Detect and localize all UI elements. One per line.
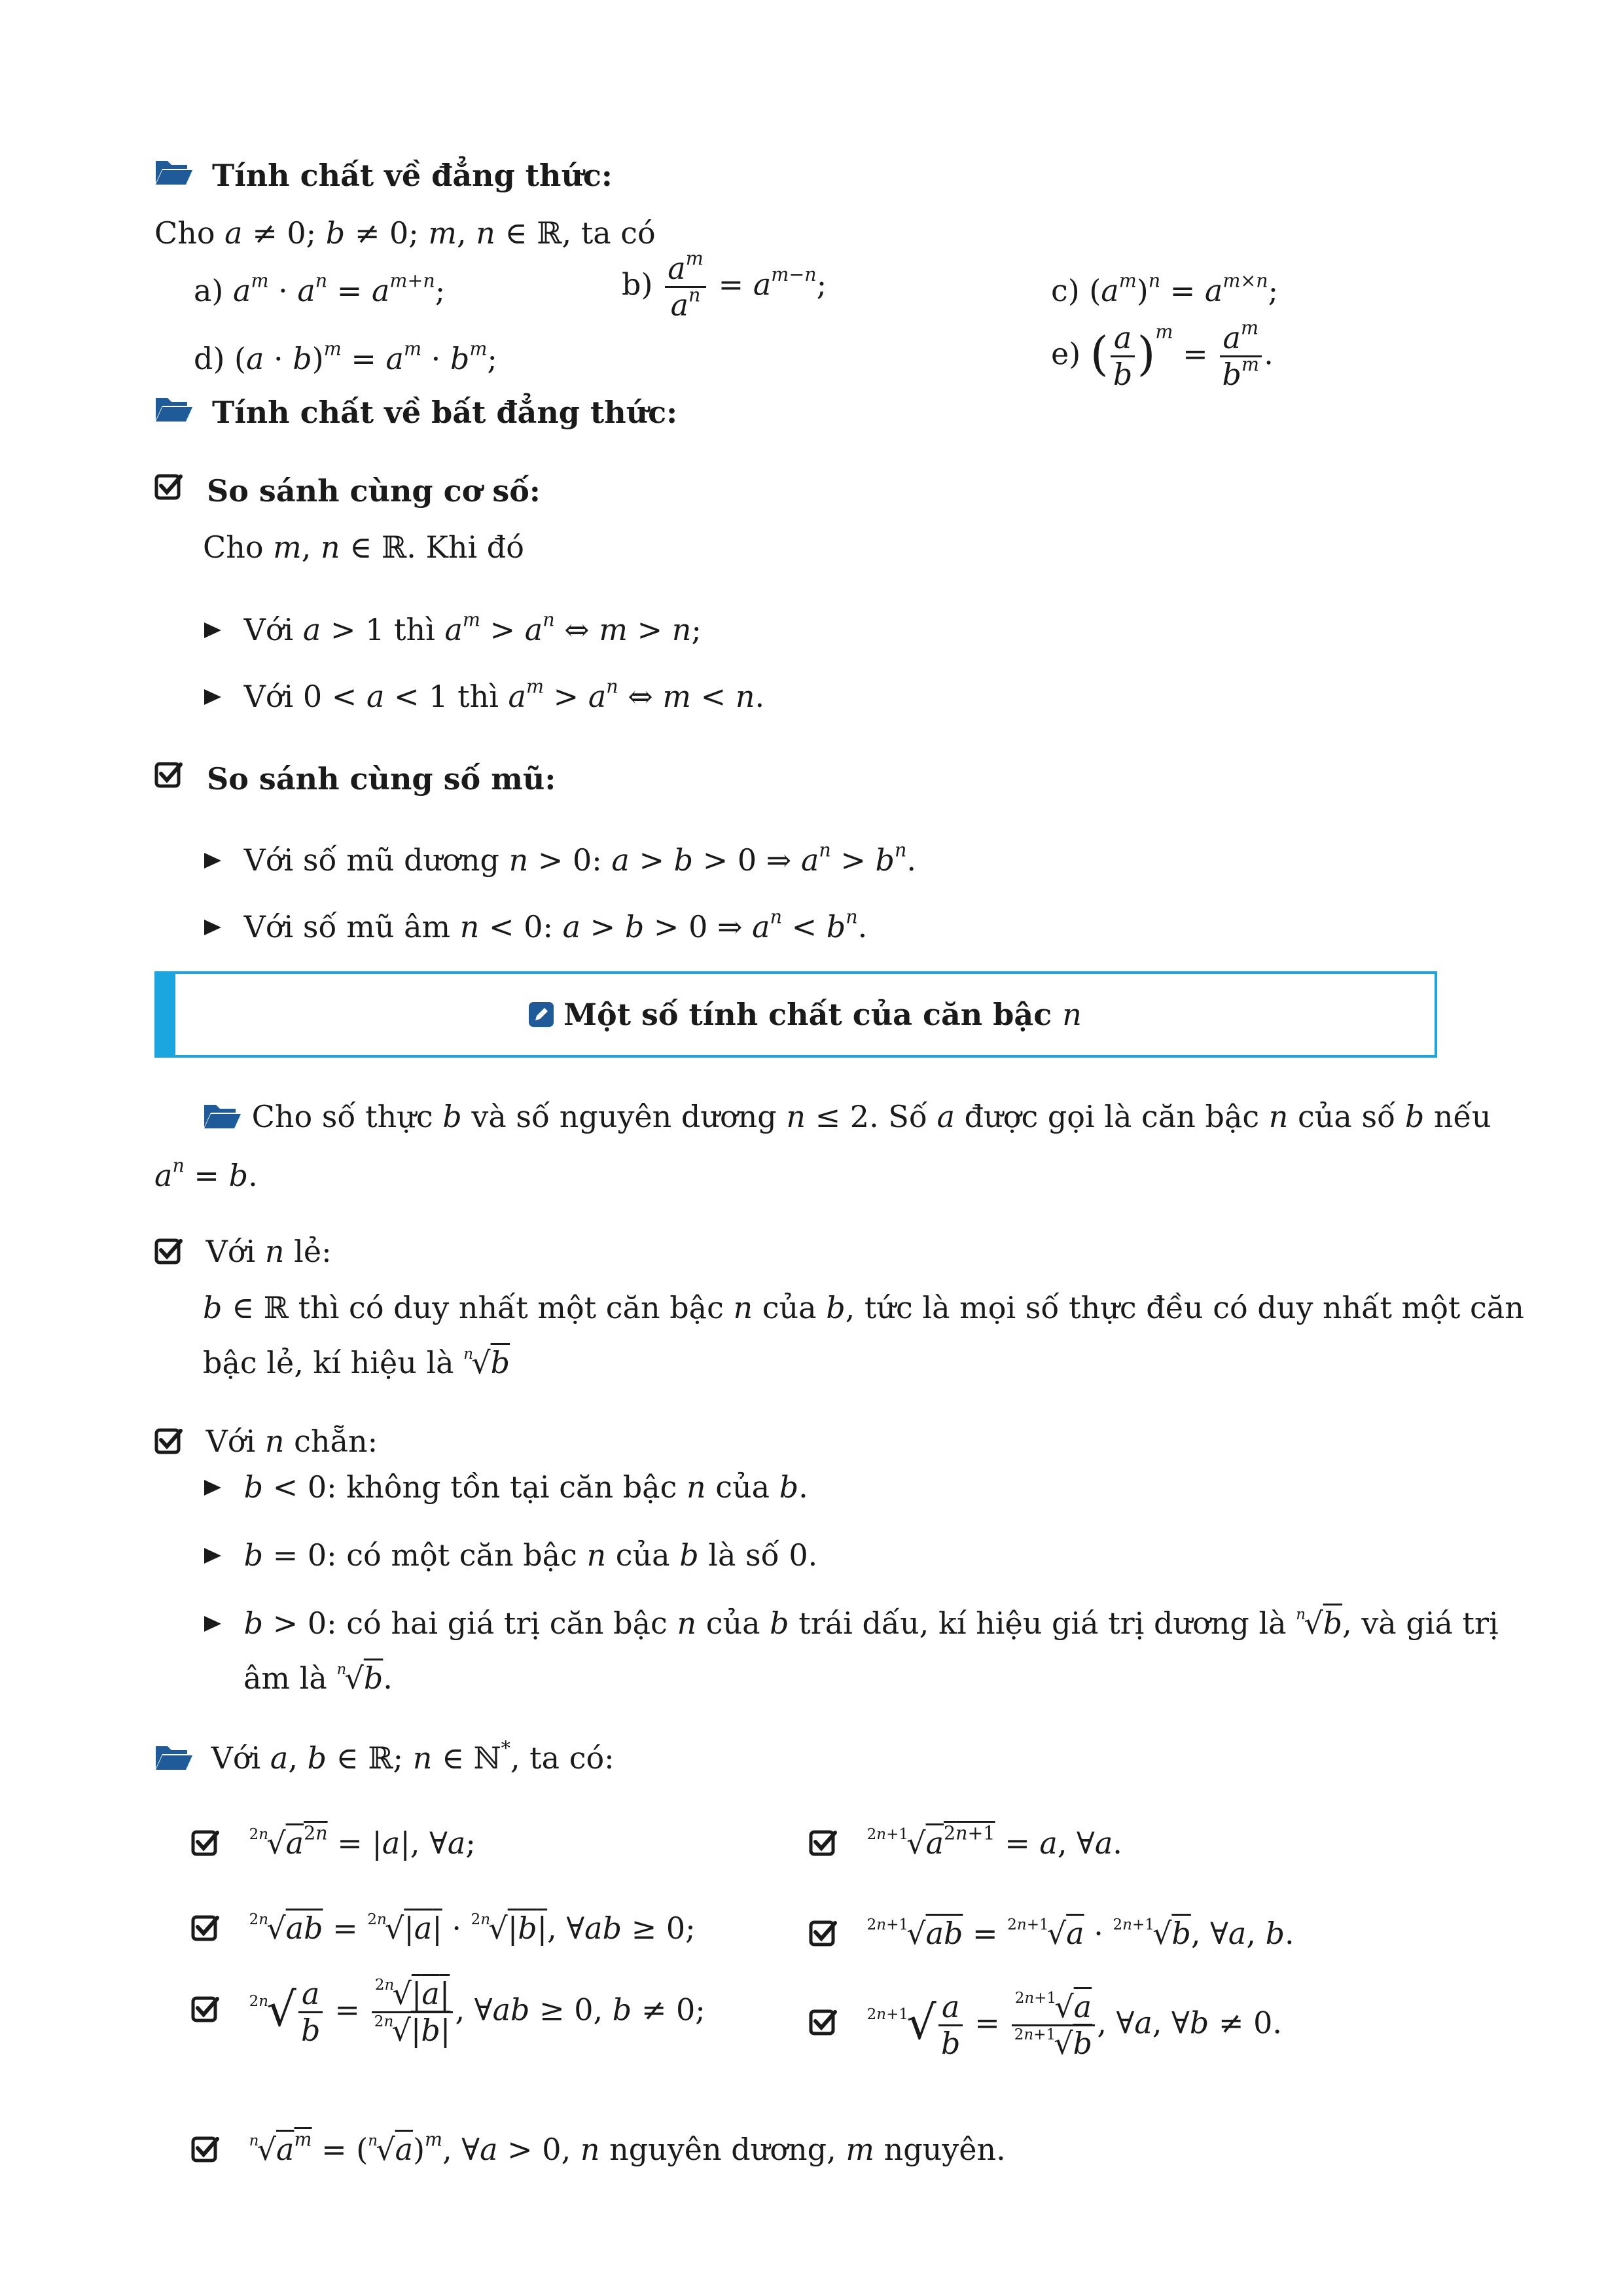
triangle-bullet-icon xyxy=(203,918,223,937)
formula-odd-quotient: $^{2n+1}$√ $\frac{a}{b}$ = $\frac{^{2n+1}√a}{^{2n+1}√b}$ , ∀a, ∀b ≠ 0. xyxy=(809,1990,1282,2061)
same-exp-item-2: Với số mũ âm n < 0: a > b > 0 ⇒ $a^n < b^n$. xyxy=(203,907,867,946)
equality-intro: Cho a ≠ 0; b ≠ 0; m, n ∈ ℝ, ta có xyxy=(154,215,656,251)
pen-square-icon xyxy=(528,1001,554,1028)
triangle-bullet-icon xyxy=(203,687,223,707)
formula-even-power: $^{2n}√a^{2n} = |a|$, ∀a; xyxy=(191,1823,476,1863)
triangle-bullet-icon xyxy=(203,1614,223,1634)
formula-even-product: $^{2n}$√ab = $^{2n}$√|a| · $^{2n}$√|b|, ∀ab ≥ 0; xyxy=(191,1909,696,1948)
check-square-icon xyxy=(154,473,183,501)
equality-heading xyxy=(154,156,613,195)
formula-odd-power: $^{2n+1}√a^{2n+1} = a$, ∀a. xyxy=(809,1823,1122,1863)
check-square-icon xyxy=(191,2135,220,2164)
folder-open-icon xyxy=(154,394,194,423)
triangle-bullet-icon xyxy=(203,620,223,640)
odd-line-2: bậc lẻ, kí hiệu là $^n$√b xyxy=(203,1345,510,1380)
rule-d: d) $(a \cdot b)^m = a^m \cdot b^m$; xyxy=(194,338,497,376)
check-square-icon xyxy=(809,2008,838,2037)
check-square-icon xyxy=(809,1919,838,1948)
even-item-2: b = 0: có một căn bậc n của b là số 0. xyxy=(203,1535,817,1575)
same-exp-item-1: Với số mũ dương n > 0: a > b > 0 ⇒ $a^n > b^n$. xyxy=(203,840,916,880)
inequality-title: Tính chất về bất đẳng thức: xyxy=(212,395,678,430)
even-item-3: b > 0: có hai giá trị căn bậc n của b trái dấu, kí hiệu giá trị dương là $^n$√b, và giá trị xyxy=(203,1604,1499,1643)
same-base-title: So sánh cùng cơ số: xyxy=(207,473,541,509)
rule-a: a) $a^m \cdot a^n = a^{m+n}$; xyxy=(194,270,446,308)
same-exp-heading xyxy=(154,759,556,798)
box-title: Một số tính chất của căn bậc n xyxy=(528,995,1082,1034)
check-square-icon xyxy=(191,1914,220,1943)
triangle-bullet-icon xyxy=(203,1478,223,1498)
general-heading: Với a, b ∈ ℝ; n ∈ ℕ*, ta có: xyxy=(154,1738,615,1778)
triangle-bullet-icon xyxy=(203,1546,223,1566)
same-base-heading xyxy=(154,471,541,511)
folder-open-icon xyxy=(154,157,194,186)
even-item-3-cont: âm là $^n$√b. xyxy=(243,1660,393,1696)
same-base-item-1: Với a > 1 thì $a^m > a^n$ ⇔ m > n; xyxy=(203,610,702,649)
folder-open-icon xyxy=(154,1742,194,1771)
odd-heading: Với n lẻ: xyxy=(154,1232,332,1271)
equality-title: Tính chất về đẳng thức: xyxy=(212,158,613,193)
check-square-icon xyxy=(191,1829,220,1857)
rule-b: b) $\frac{a^m}{a^n}$ = $a^{m-n}$; xyxy=(622,247,827,323)
same-base-item-2: Với 0 < a < 1 thì $a^m > a^n$ ⇔ m < n. xyxy=(203,677,764,716)
triangle-bullet-icon xyxy=(203,851,223,870)
check-square-icon xyxy=(809,1829,838,1857)
check-square-icon xyxy=(154,761,183,789)
even-item-1: b < 0: không tồn tại căn bậc n của b. xyxy=(203,1467,808,1507)
formula-odd-product: $^{2n+1}$√ab = $^{2n+1}$√a · $^{2n+1}$√b, ∀a, b. xyxy=(809,1914,1294,1953)
rule-e: e) ( $\frac{a}{b}$ )$^m$ = $\frac{a^m}{b^m}$ . xyxy=(1051,317,1274,392)
definition-line-2: $a^n = b$. xyxy=(154,1155,258,1193)
same-base-intro: Cho m, n ∈ ℝ. Khi đó xyxy=(203,529,524,565)
check-square-icon xyxy=(154,1237,183,1266)
rule-c: c) $(a^m)^n = a^{m\times n}$; xyxy=(1051,270,1279,308)
check-square-icon xyxy=(191,1995,220,2024)
formula-even-quotient: $^{2n}$√ $\frac{a}{b}$ = $\frac{^{2n}√|a|}{^{2n}√|b|}$ , ∀ab ≥ 0, b ≠ 0; xyxy=(191,1977,705,2048)
even-heading: Với n chẵn: xyxy=(154,1422,378,1461)
formula-power-of-root: $^n√a^m = (^n√a)^m$, ∀a > 0, n nguyên dương, m nguyên. xyxy=(191,2130,1006,2169)
check-square-icon xyxy=(154,1427,183,1456)
inequality-heading xyxy=(154,393,677,432)
folder-open-icon xyxy=(203,1101,242,1130)
same-exp-title: So sánh cùng số mũ: xyxy=(207,761,556,797)
definition-line-1: Cho số thực b và số nguyên dương n ≤ 2. Số a được gọi là căn bậc n của số b nếu xyxy=(203,1097,1437,1136)
section-box xyxy=(154,971,1437,1058)
odd-line-1: b ∈ ℝ thì có duy nhất một căn bậc n của b, tức là mọi số thực đều có duy nhất một căn xyxy=(203,1290,1524,1325)
